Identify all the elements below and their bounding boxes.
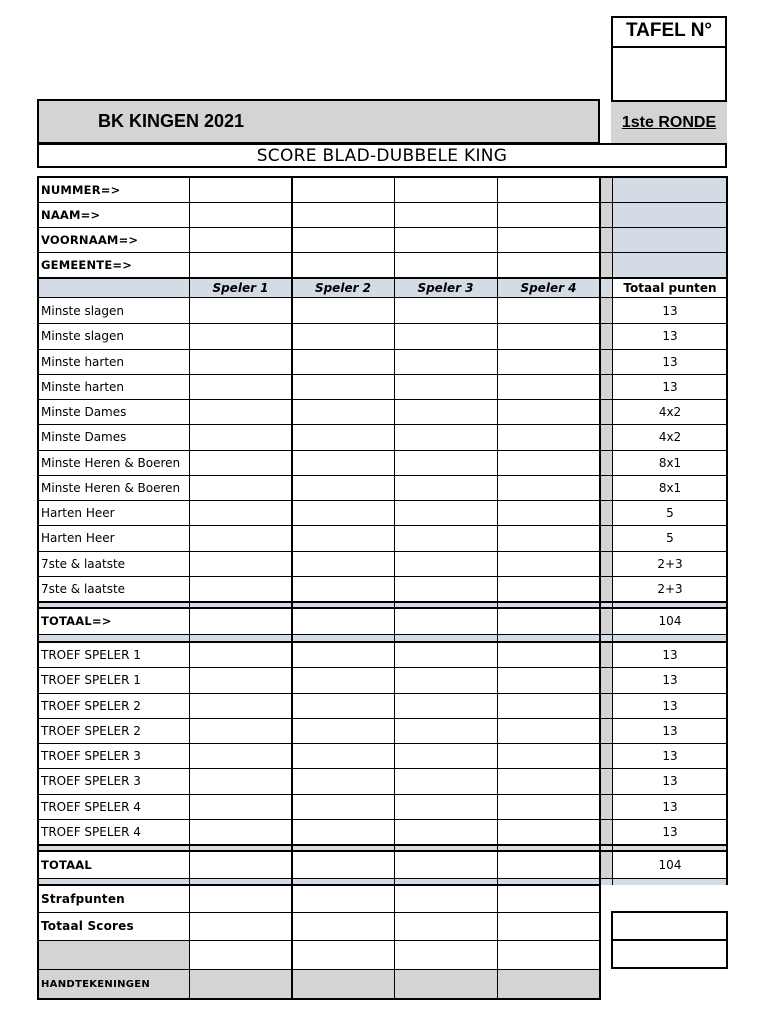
info-1-speler-4-cell[interactable] xyxy=(498,178,600,202)
grid-line xyxy=(37,819,727,820)
round-9-speler-2-cell[interactable] xyxy=(293,501,394,525)
round-label: Minste slagen xyxy=(41,329,124,343)
round-9-speler-4-cell[interactable] xyxy=(498,501,600,525)
grid-line xyxy=(37,844,727,846)
round-label: Minste harten xyxy=(41,354,125,369)
round-3-speler-4-cell[interactable] xyxy=(498,350,600,374)
total-points: 104 xyxy=(658,857,682,872)
troef-5-speler-1-cell[interactable] xyxy=(190,744,292,768)
round-4-speler-2-cell[interactable] xyxy=(293,375,394,399)
info-4-speler-3-cell[interactable] xyxy=(395,253,497,277)
total-speler-4-cell[interactable] xyxy=(498,852,600,878)
event-title: BK KINGEN 2021 xyxy=(98,111,245,131)
round-points: 5 xyxy=(666,505,674,520)
troef-8-speler-2-cell[interactable] xyxy=(293,820,394,844)
troef-3-speler-4-cell[interactable] xyxy=(498,694,600,718)
column-header-speler-1: Speler 1 xyxy=(212,280,269,295)
footer-2-speler-1-cell[interactable] xyxy=(190,913,292,940)
round-12-speler-1-cell[interactable] xyxy=(190,577,292,601)
table-number-label: TAFEL N° xyxy=(611,16,727,48)
round-8-speler-4-cell[interactable] xyxy=(498,476,600,500)
troef-points: 13 xyxy=(662,824,678,839)
total-scores-label: Totaal Scores xyxy=(41,919,134,933)
round-points: 4x2 xyxy=(658,404,682,419)
grid-line xyxy=(37,794,727,795)
grid-line xyxy=(37,176,39,999)
grid-line xyxy=(394,176,395,999)
round-7-speler-1-cell[interactable] xyxy=(190,451,292,475)
round-4-speler-4-cell[interactable] xyxy=(498,375,600,399)
round-11-speler-3-cell[interactable] xyxy=(395,552,497,576)
column-header-speler-4: Speler 4 xyxy=(520,280,577,295)
total-scores-value-cell[interactable] xyxy=(612,913,726,939)
round-2-speler-1-cell[interactable] xyxy=(190,324,292,349)
round-7-speler-2-cell[interactable] xyxy=(293,451,394,475)
troef-6-speler-3-cell[interactable] xyxy=(395,769,497,794)
round-label: 7ste & laatste xyxy=(41,581,126,596)
grid-line xyxy=(37,349,727,350)
subtotal-speler-1-cell[interactable] xyxy=(190,609,292,634)
round-8-speler-2-cell[interactable] xyxy=(293,476,394,500)
round-10-speler-1-cell[interactable] xyxy=(190,526,292,551)
round-3-speler-1-cell[interactable] xyxy=(190,350,292,374)
round-10-speler-2-cell[interactable] xyxy=(293,526,394,551)
round-points: 13 xyxy=(662,354,678,369)
round-points: 2+3 xyxy=(657,556,683,571)
round-label: 7ste & laatste xyxy=(41,556,126,571)
footer-3-speler-1-cell[interactable] xyxy=(190,941,292,969)
footer-1-speler-2-cell[interactable] xyxy=(293,886,394,912)
grid-line xyxy=(37,374,727,375)
troef-6-speler-2-cell[interactable] xyxy=(293,769,394,794)
grid-line xyxy=(497,176,498,999)
info-1-speler-2-cell[interactable] xyxy=(293,178,394,202)
troef-2-speler-4-cell[interactable] xyxy=(498,668,600,693)
grid-line xyxy=(37,424,727,425)
grid-line xyxy=(37,641,727,643)
penalty-label: Strafpunten xyxy=(41,891,125,906)
grid-line xyxy=(37,202,727,203)
info-4-speler-2-cell[interactable] xyxy=(293,253,394,277)
grid-line xyxy=(37,607,727,609)
grid-line xyxy=(37,667,727,668)
column-header-total: Totaal punten xyxy=(623,280,717,295)
total-speler-1-cell[interactable] xyxy=(190,852,292,878)
troef-3-speler-1-cell[interactable] xyxy=(190,694,292,718)
grid-line xyxy=(37,693,727,694)
round-10-speler-3-cell[interactable] xyxy=(395,526,497,551)
troef-4-speler-2-cell[interactable] xyxy=(293,719,394,743)
troef-points: 13 xyxy=(662,647,678,662)
round-points: 5 xyxy=(666,531,674,545)
troef-1-speler-3-cell[interactable] xyxy=(395,643,497,667)
troef-8-speler-1-cell[interactable] xyxy=(190,820,292,844)
info-4-speler-4-cell[interactable] xyxy=(498,253,600,277)
troef-label: TROEF SPELER 1 xyxy=(41,673,141,687)
troef-points: 13 xyxy=(662,723,678,738)
grid-line xyxy=(37,940,600,941)
info-2-speler-2-cell[interactable] xyxy=(293,203,394,227)
subtotal-speler-4-cell[interactable] xyxy=(498,609,600,634)
grid-line xyxy=(37,399,727,400)
round-label: Harten Heer xyxy=(41,531,115,545)
grid-line xyxy=(599,176,601,999)
round-label: Minste slagen xyxy=(41,303,124,318)
grid-line xyxy=(726,911,728,969)
round-label: Minste Dames xyxy=(41,404,127,419)
round-points: 13 xyxy=(662,303,678,318)
info-label: NUMMER=> xyxy=(41,182,121,197)
troef-7-speler-2-cell[interactable] xyxy=(293,795,394,819)
grid-line xyxy=(37,551,727,552)
footer-3-speler-4-cell[interactable] xyxy=(498,941,600,969)
info-1-speler-3-cell[interactable] xyxy=(395,178,497,202)
shaded-cell xyxy=(37,940,189,969)
grid-line xyxy=(37,450,727,451)
grid-line xyxy=(37,850,727,852)
troef-6-speler-4-cell[interactable] xyxy=(498,769,600,794)
footer-1-speler-1-cell[interactable] xyxy=(190,886,292,912)
footer-2-speler-3-cell[interactable] xyxy=(395,913,497,940)
grid-line xyxy=(37,323,727,324)
round-4-speler-1-cell[interactable] xyxy=(190,375,292,399)
troef-4-speler-4-cell[interactable] xyxy=(498,719,600,743)
round-label: Minste harten xyxy=(41,379,125,394)
round-5-speler-4-cell[interactable] xyxy=(498,400,600,424)
round-5-speler-1-cell[interactable] xyxy=(190,400,292,424)
grid-line xyxy=(37,878,727,879)
round-points: 13 xyxy=(662,379,678,394)
footer-3-speler-3-cell[interactable] xyxy=(395,941,497,969)
troef-label: TROEF SPELER 2 xyxy=(41,723,141,738)
info-1-speler-1-cell[interactable] xyxy=(190,178,292,202)
troef-3-speler-2-cell[interactable] xyxy=(293,694,394,718)
troef-8-speler-4-cell[interactable] xyxy=(498,820,600,844)
round-7-speler-3-cell[interactable] xyxy=(395,451,497,475)
troef-7-speler-4-cell[interactable] xyxy=(498,795,600,819)
round-3-speler-3-cell[interactable] xyxy=(395,350,497,374)
troef-7-speler-1-cell[interactable] xyxy=(190,795,292,819)
troef-2-speler-3-cell[interactable] xyxy=(395,668,497,693)
grid-line xyxy=(37,297,727,298)
round-3-speler-2-cell[interactable] xyxy=(293,350,394,374)
round-label: Harten Heer xyxy=(41,505,115,520)
round-5-speler-2-cell[interactable] xyxy=(293,400,394,424)
troef-1-speler-1-cell[interactable] xyxy=(190,643,292,667)
total-label: TOTAAL xyxy=(41,857,92,872)
grid-line xyxy=(37,176,727,178)
grid-line xyxy=(189,176,190,999)
grid-line xyxy=(37,252,727,253)
round-11-speler-1-cell[interactable] xyxy=(190,552,292,576)
round-1-speler-1-cell[interactable] xyxy=(190,299,292,323)
troef-label: TROEF SPELER 4 xyxy=(41,799,141,814)
troef-1-speler-2-cell[interactable] xyxy=(293,643,394,667)
info-4-speler-1-cell[interactable] xyxy=(190,253,292,277)
troef-2-speler-2-cell[interactable] xyxy=(293,668,394,693)
round-points: 4x2 xyxy=(658,430,682,444)
round-2-speler-4-cell[interactable] xyxy=(498,324,600,349)
grid-line xyxy=(37,475,727,476)
round-2-speler-3-cell[interactable] xyxy=(395,324,497,349)
column-header-speler-2: Speler 2 xyxy=(314,280,372,295)
grid-line xyxy=(37,500,727,501)
grid-line xyxy=(612,176,613,885)
round-points: 8x1 xyxy=(658,455,682,470)
round-6-speler-2-cell[interactable] xyxy=(293,425,394,450)
grid-line xyxy=(37,884,600,886)
round-1-speler-4-cell[interactable] xyxy=(498,299,600,323)
sheet-subtitle: SCORE BLAD-DUBBELE KING xyxy=(37,143,727,168)
grid-line xyxy=(37,969,600,970)
round-9-speler-3-cell[interactable] xyxy=(395,501,497,525)
extra-total-value-cell[interactable] xyxy=(612,941,726,968)
troef-label: TROEF SPELER 2 xyxy=(41,698,141,713)
troef-3-speler-3-cell[interactable] xyxy=(395,694,497,718)
troef-label: TROEF SPELER 3 xyxy=(41,748,141,763)
grid-line xyxy=(37,768,727,769)
info-3-speler-3-cell[interactable] xyxy=(395,228,497,252)
subtotal-speler-2-cell[interactable] xyxy=(293,609,394,634)
troef-5-speler-4-cell[interactable] xyxy=(498,744,600,768)
troef-8-speler-3-cell[interactable] xyxy=(395,820,497,844)
info-2-speler-3-cell[interactable] xyxy=(395,203,497,227)
subtotal-label: TOTAAL=> xyxy=(41,614,112,628)
grid-line xyxy=(37,576,727,577)
info-label: GEMEENTE=> xyxy=(41,257,133,272)
total-speler-3-cell[interactable] xyxy=(395,852,497,878)
round-1-speler-3-cell[interactable] xyxy=(395,299,497,323)
footer-4-speler-1-cell[interactable] xyxy=(190,970,292,999)
subtotal-points: 104 xyxy=(658,614,682,628)
round-12-speler-2-cell[interactable] xyxy=(293,577,394,601)
troef-5-speler-2-cell[interactable] xyxy=(293,744,394,768)
troef-points: 13 xyxy=(662,698,678,713)
grid-line xyxy=(291,176,293,999)
total-speler-2-cell[interactable] xyxy=(293,852,394,878)
round-points: 2+3 xyxy=(657,581,683,596)
info-3-speler-4-cell[interactable] xyxy=(498,228,600,252)
footer-2-speler-4-cell[interactable] xyxy=(498,913,600,940)
info-2-speler-4-cell[interactable] xyxy=(498,203,600,227)
round-label: Minste Dames xyxy=(41,430,127,444)
grid-line xyxy=(37,634,727,635)
round-6-speler-1-cell[interactable] xyxy=(190,425,292,450)
grid-line xyxy=(37,718,727,719)
troef-points: 13 xyxy=(662,799,678,814)
footer-1-speler-4-cell[interactable] xyxy=(498,886,600,912)
troef-6-speler-1-cell[interactable] xyxy=(190,769,292,794)
troef-label: TROEF SPELER 1 xyxy=(41,647,141,662)
subtotal-speler-3-cell[interactable] xyxy=(395,609,497,634)
round-11-speler-2-cell[interactable] xyxy=(293,552,394,576)
grid-line xyxy=(37,912,600,913)
round-10-speler-4-cell[interactable] xyxy=(498,526,600,551)
round-points: 13 xyxy=(662,329,678,343)
troef-points: 13 xyxy=(662,774,678,788)
round-4-speler-3-cell[interactable] xyxy=(395,375,497,399)
round-points: 8x1 xyxy=(658,480,682,495)
troef-points: 13 xyxy=(662,673,678,687)
troef-5-speler-3-cell[interactable] xyxy=(395,744,497,768)
grid-line xyxy=(611,911,613,969)
round-8-speler-1-cell[interactable] xyxy=(190,476,292,500)
round-label: Minste Heren & Boeren xyxy=(41,455,181,470)
round-label: Minste Heren & Boeren xyxy=(41,480,181,495)
info-2-speler-1-cell[interactable] xyxy=(190,203,292,227)
footer-2-speler-2-cell[interactable] xyxy=(293,913,394,940)
round-7-speler-4-cell[interactable] xyxy=(498,451,600,475)
troef-points: 13 xyxy=(662,748,678,763)
footer-4-speler-4-cell[interactable] xyxy=(498,970,600,999)
round-6-speler-4-cell[interactable] xyxy=(498,425,600,450)
round-label: 1ste RONDE xyxy=(611,100,727,143)
round-12-speler-3-cell[interactable] xyxy=(395,577,497,601)
info-label: VOORNAAM=> xyxy=(41,232,139,247)
grid-line xyxy=(37,743,727,744)
troef-label: TROEF SPELER 3 xyxy=(41,774,141,788)
footer-4-speler-2-cell[interactable] xyxy=(293,970,394,999)
grid-line xyxy=(37,227,727,228)
troef-4-speler-1-cell[interactable] xyxy=(190,719,292,743)
troef-label: TROEF SPELER 4 xyxy=(41,824,141,839)
troef-1-speler-4-cell[interactable] xyxy=(498,643,600,667)
info-3-speler-1-cell[interactable] xyxy=(190,228,292,252)
footer-4-speler-3-cell[interactable] xyxy=(395,970,497,999)
round-6-speler-3-cell[interactable] xyxy=(395,425,497,450)
round-8-speler-3-cell[interactable] xyxy=(395,476,497,500)
grid-line xyxy=(37,998,601,1000)
info-label: NAAM=> xyxy=(41,207,101,222)
grid-line xyxy=(37,525,727,526)
troef-4-speler-3-cell[interactable] xyxy=(395,719,497,743)
info-3-speler-2-cell[interactable] xyxy=(293,228,394,252)
round-12-speler-4-cell[interactable] xyxy=(498,577,600,601)
signatures-label: HANDTEKENINGEN xyxy=(41,978,151,990)
grid-line xyxy=(726,176,728,885)
grid-line xyxy=(37,277,727,279)
troef-2-speler-1-cell[interactable] xyxy=(190,668,292,693)
round-2-speler-2-cell[interactable] xyxy=(293,324,394,349)
grid-line xyxy=(611,939,727,941)
round-9-speler-1-cell[interactable] xyxy=(190,501,292,525)
round-11-speler-4-cell[interactable] xyxy=(498,552,600,576)
grid-line xyxy=(37,601,727,603)
footer-1-speler-3-cell[interactable] xyxy=(395,886,497,912)
footer-3-speler-2-cell[interactable] xyxy=(293,941,394,969)
round-5-speler-3-cell[interactable] xyxy=(395,400,497,424)
grid-line xyxy=(611,911,727,913)
column-header-speler-3: Speler 3 xyxy=(417,280,474,295)
round-1-speler-2-cell[interactable] xyxy=(293,299,394,323)
grid-line xyxy=(611,967,727,969)
troef-7-speler-3-cell[interactable] xyxy=(395,795,497,819)
